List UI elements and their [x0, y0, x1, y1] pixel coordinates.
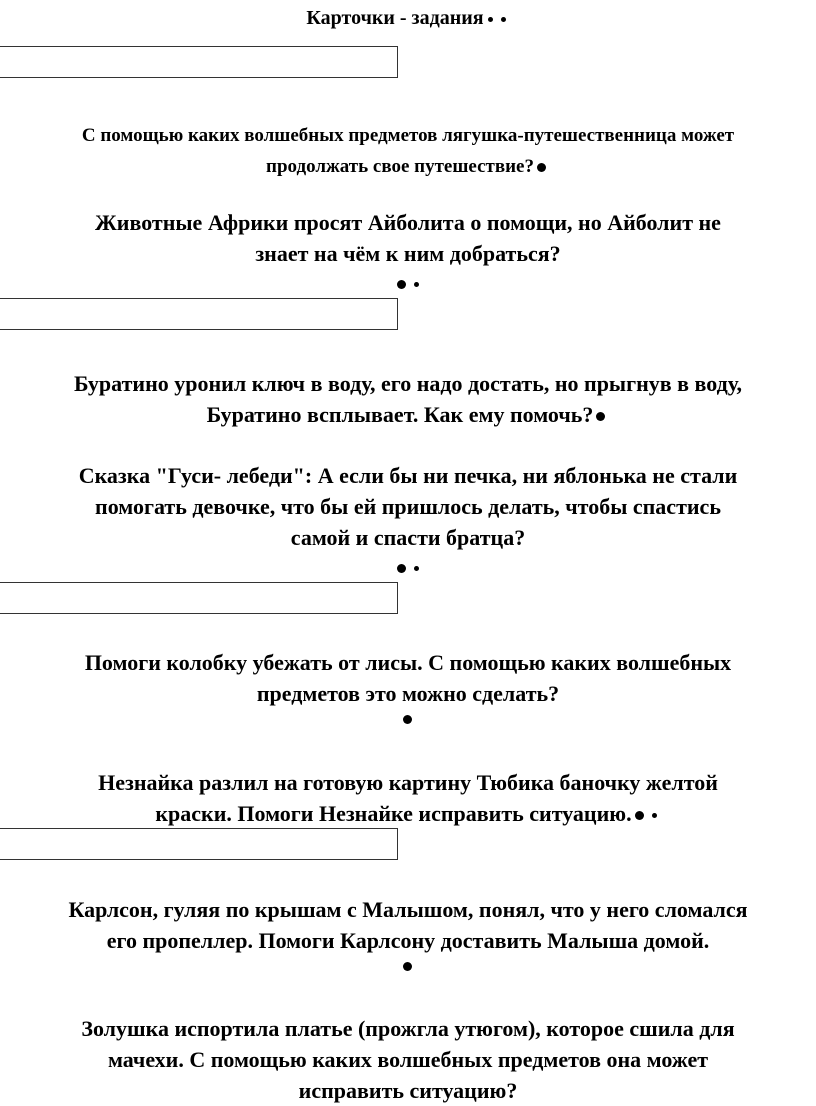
- question-line: самой и спасти братца?: [290, 525, 526, 550]
- question-line: знает на чём к ним добраться?: [255, 241, 561, 266]
- question-line: его пропеллер. Помоги Карлсону доставить Малыша домой.: [106, 928, 710, 953]
- question-line: исправить ситуацию?: [298, 1078, 518, 1103]
- question-card-8: [0, 1013, 816, 1106]
- page-title-text: Карточки - задания: [306, 7, 484, 29]
- bullet-dot: [635, 811, 644, 820]
- bullet-dot: [414, 566, 419, 571]
- bullet-dot: [403, 962, 412, 971]
- bullet-dots: [0, 560, 816, 576]
- question-line: Буратино уронил ключ в воду, его надо достать, но прыгнув в воду,: [73, 371, 743, 396]
- question-card-5: [0, 647, 816, 709]
- question-line: Буратино всплывает. Как ему помочь?: [0, 399, 816, 430]
- bullet-dot: [403, 715, 412, 724]
- question-line: продолжать свое путешествие?: [0, 151, 816, 182]
- answer-field[interactable]: [0, 298, 398, 330]
- question-line: Животные Африки просят Айболита о помощи, но Айболит не: [95, 210, 721, 235]
- question-card-1: [0, 120, 816, 182]
- question-card-4: [0, 460, 816, 553]
- answer-field[interactable]: [0, 46, 398, 78]
- question-card-7: [0, 894, 816, 956]
- bullet-dot: [652, 813, 657, 818]
- bullet-dot: [397, 564, 406, 573]
- question-line: Карлсон, гуляя по крышам с Малышом, понял, что у него сломался: [68, 897, 748, 922]
- bullet-dots: [0, 958, 816, 974]
- question-line: Незнайка разлил на готовую картину Тюбика баночку желтой: [98, 770, 718, 795]
- question-card-3: [0, 368, 816, 430]
- bullet-dot: [414, 282, 419, 287]
- answer-field[interactable]: [0, 582, 398, 614]
- question-line: Сказка "Гуси- лебеди": А если бы ни печка, ни яблонька не стали: [78, 463, 738, 488]
- bullet-dot: [537, 163, 546, 172]
- question-line: С помощью каких волшебных предметов лягушка-путешественница может: [81, 125, 735, 146]
- answer-field[interactable]: [0, 828, 398, 860]
- bullet-dot: [501, 17, 506, 22]
- question-line: Золушка испортила платье (прожгла утюгом), которое сшила для: [81, 1016, 735, 1041]
- question-line: Помоги колобку убежать от лисы. С помощью каких волшебных: [84, 650, 732, 675]
- bullet-dots: [0, 276, 816, 292]
- page-title: [0, 6, 816, 30]
- bullet-dots: [0, 711, 816, 727]
- question-line: мачехи. С помощью каких волшебных предметов она может: [107, 1047, 709, 1072]
- question-line: помогать девочке, что бы ей пришлось делать, чтобы спастись: [95, 494, 721, 519]
- bullet-dot: [596, 412, 605, 421]
- question-line: краски. Помоги Незнайке исправить ситуацию.: [0, 798, 816, 829]
- bullet-dot: [397, 280, 406, 289]
- question-line: предметов это можно сделать?: [256, 681, 560, 706]
- bullet-dot: [488, 17, 493, 22]
- question-card-2: [0, 207, 816, 269]
- question-card-6: [0, 767, 816, 829]
